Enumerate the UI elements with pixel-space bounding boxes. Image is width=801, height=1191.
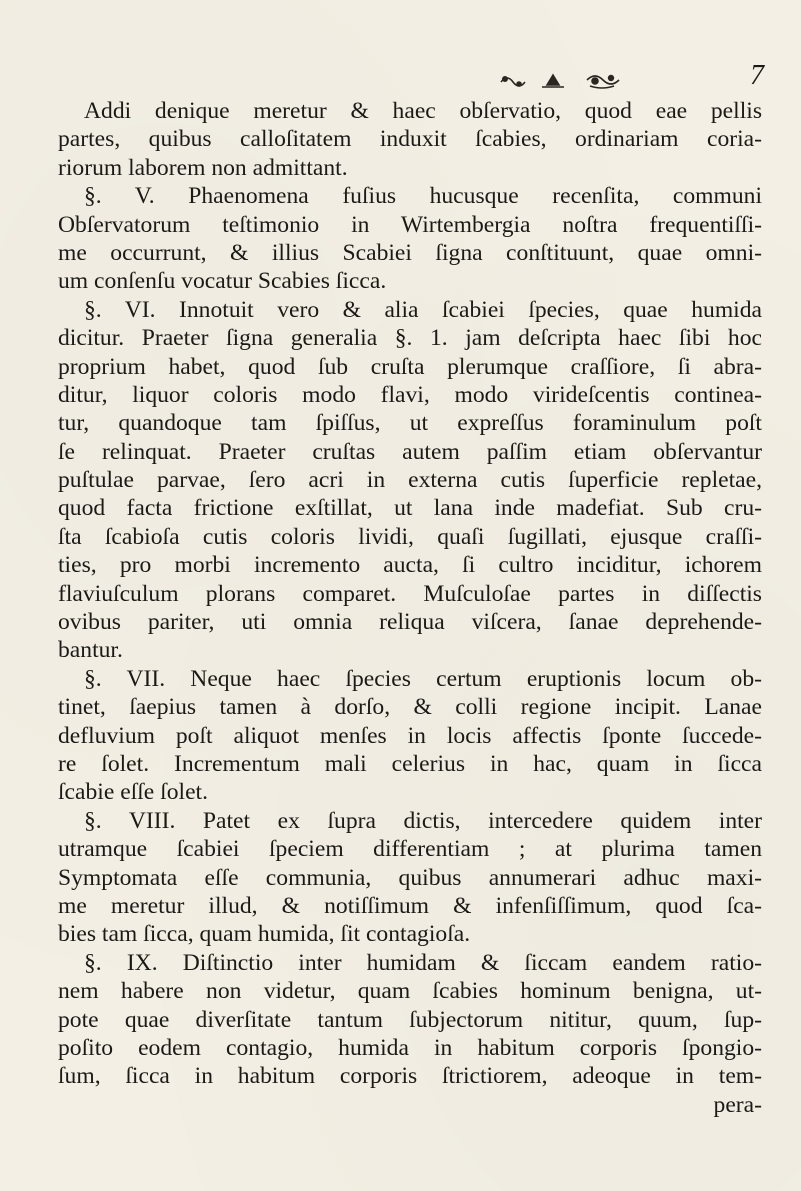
text-line: ſcabie eſſe ſolet. [58,779,209,806]
text-line: bies tam ſicca, quam humida, ſit contagioſa. [58,921,471,948]
floral-ornament-icon [495,70,625,92]
text-line: partes, quibus calloſitatem induxit ſcabies, ordinariam coria- [58,126,762,153]
text-line: ſum, ſicca in habitum corporis ſtrictiorem, adeoque in tem- [58,1063,762,1090]
text-line: flaviuſculum plorans comparet. Muſculoſae partes in diſſectis [58,580,762,607]
text-line: poſito eodem contagio, humida in habitum corporis ſpongio- [58,1034,762,1061]
text-line: ſe relinquat. Praeter cruſtas autem paſſim etiam obſervantur [58,438,762,465]
text-line: §. VII. Neque haec ſpecies certum eruptionis locum ob- [84,665,762,692]
body-text [58,97,762,1119]
text-line: ties, pro morbi incremento aucta, ſi cultro inciditur, ichorem [58,552,762,579]
text-line: riorum laborem non admittant. [58,154,348,181]
text-line: pote quae diverſitate tantum ſubjectorum nititur, quum, ſup- [58,1006,762,1033]
text-line: Symptomata eſſe communia, quibus annumerari adhuc maxi- [58,864,762,891]
text-line: nem habere non videtur, quam ſcabies hominum benigna, ut- [58,978,762,1005]
text-line: bantur. [58,637,123,664]
text-line: ditur, liquor coloris modo flavi, modo virideſcentis continea- [58,381,762,408]
text-line: ovibus pariter, uti omnia reliqua viſcera, ſanae deprehende- [58,609,762,636]
text-line: Obſervatorum teſtimonio in Wirtembergia noſtra frequentiſſi- [58,211,762,238]
text-line: utramque ſcabiei ſpeciem differentiam ; at plurima tamen [58,836,762,863]
text-line: me occurrunt, & illius Scabiei ſigna conſtituunt, quae omni- [58,239,762,266]
text-line: Addi denique meretur & haec obſervatio, quod eae pellis [84,98,762,124]
text-line: dicitur. Praeter ſigna generalia §. 1. jam deſcripta haec ſibi hoc [58,325,762,352]
text-line: puſtulae parvae, ſero acri in externa cutis ſuperficie repletae, [58,467,762,494]
page-number: 7 [750,60,764,91]
text-line: me meretur illud, & notiſſimum & infenſiſſimum, quod ſca- [58,892,762,919]
text-line: ſta ſcabioſa cutis coloris lividi, quaſi ſugillati, ejusque craſſi- [58,523,762,550]
text-line: §. IX. Diſtinctio inter humidam & ſiccam eandem ratio- [84,949,762,976]
text-line: re ſolet. Incrementum mali celerius in hac, quam in ſicca [58,750,762,777]
text-line: proprium habet, quod ſub cruſta plerumque craſſiore, ſi abra- [58,353,762,380]
text-line: pera- [713,1091,762,1118]
text-line: tinet, ſaepius tamen à dorſo, & colli regione incipit. Lanae [58,694,762,721]
text-line: defluvium poſt aliquot menſes in locis affectis ſponte ſuccede- [58,722,762,749]
text-line: tur, quandoque tam ſpiſſus, ut expreſſus foraminulum poſt [58,410,762,437]
text-line: §. VIII. Patet ex ſupra dictis, intercedere quidem inter [84,807,762,834]
text-line: um conſenſu vocatur Scabies ſicca. [58,268,387,295]
text-line: quod facta frictione exſtillat, ut lana inde madefiat. Sub cru- [58,495,762,522]
text-line: §. VI. Innotuit vero & alia ſcabiei ſpecies, quae humida [84,296,762,323]
text-line: §. V. Phaenomena fuſius hucusque recenſita, communi [84,183,762,210]
